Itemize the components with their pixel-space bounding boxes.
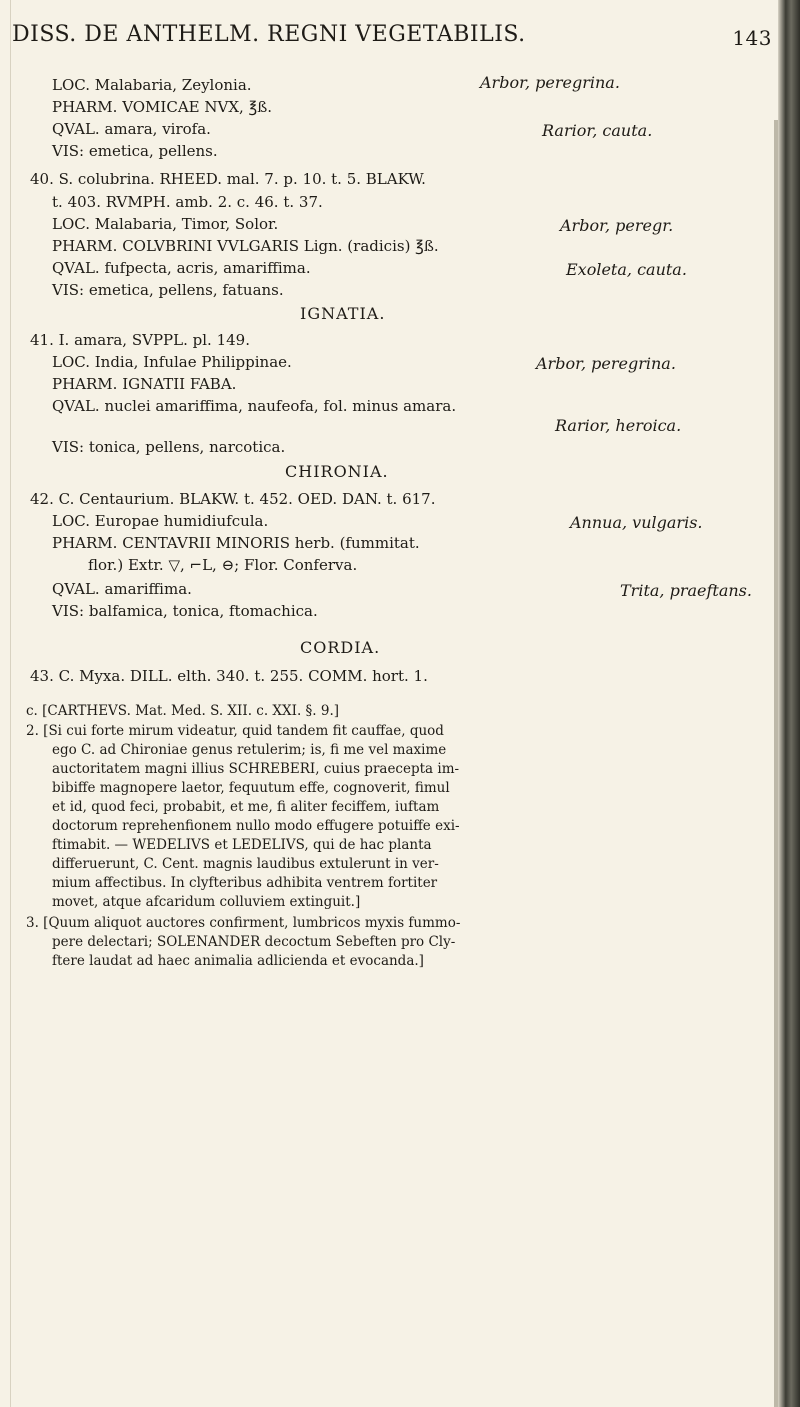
entry-line: QVAL. amariffima. xyxy=(52,580,192,598)
footnote-line: ftimabit. — WEDELIVS et LEDELIVS, qui de hac planta xyxy=(52,837,432,853)
footnote-line: 3. [Quum aliquot auctores confirment, lumbricos myxis fummo- xyxy=(26,915,461,931)
entry-line: 43. C. Myxa. DILL. elth. 340. t. 255. COMM. hort. 1. xyxy=(30,667,428,685)
entry-status: Arbor, peregrina. xyxy=(536,354,676,373)
footnote-line: 2. [Si cui forte mirum videatur, quid tandem fit cauffae, quod xyxy=(26,723,444,739)
entry-status: Rarior, cauta. xyxy=(542,121,653,140)
entry-line: 40. S. colubrina. RHEED. mal. 7. p. 10. t. 5. BLAKW. xyxy=(30,170,426,188)
book-spine-edge xyxy=(778,0,800,1407)
footnote-line: bibiffe magnopere laetor, fequutum effe, cognoverit, fimul xyxy=(52,780,450,796)
page-number: 143 xyxy=(732,26,772,50)
footnote-line: doctorum reprehenfionem nullo modo effugere potuiffe exi- xyxy=(52,818,460,834)
entry-line: PHARM. CENTAVRII MINORIS herb. (fummitat. xyxy=(52,534,420,552)
entry-line: 41. I. amara, SVPPL. pl. 149. xyxy=(30,331,250,349)
footnote-line: differuerunt, C. Cent. magnis laudibus extulerunt in ver- xyxy=(52,856,439,872)
entry-line: VIS: emetica, pellens, fatuans. xyxy=(52,281,284,299)
footnote-line: et id, quod feci, probabit, et me, fi aliter feciffem, iuftam xyxy=(52,799,440,815)
entry-status: Arbor, peregrina. xyxy=(480,73,620,92)
entry-line: PHARM. COLVBRINI VVLGARIS Lign. (radicis) ℥ß. xyxy=(52,237,439,255)
entry-status: Annua, vulgaris. xyxy=(570,513,703,532)
entry-line: PHARM. VOMICAE NVX, ℥ß. xyxy=(52,98,272,116)
entry-line: QVAL. amara, virofa. xyxy=(52,120,211,138)
entry-line: LOC. Europae humidiufcula. xyxy=(52,512,269,530)
footnote-line: auctoritatem magni illius SCHREBERI, cuius praecepta im- xyxy=(52,761,460,777)
entry-line: 42. C. Centaurium. BLAKW. t. 452. OED. DAN. t. 617. xyxy=(30,490,436,508)
entry-status: Rarior, heroica. xyxy=(555,416,682,435)
entry-line: LOC. Malabaria, Zeylonia. xyxy=(52,76,252,94)
entry-line: QVAL. fufpecta, acris, amariffima. xyxy=(52,259,311,277)
entry-line: QVAL. nuclei amariffima, naufeofa, fol. minus amara. xyxy=(52,397,457,415)
genus-heading: IGNATIA. xyxy=(300,304,386,323)
entry-line: flor.) Extr. ▽, ⌐L, ⊖; Flor. Conferva. xyxy=(88,556,358,574)
entry-line: VIS: balfamica, tonica, ftomachica. xyxy=(52,602,318,620)
genus-heading: CORDIA. xyxy=(300,638,381,657)
entry-line: VIS: tonica, pellens, narcotica. xyxy=(52,438,286,456)
genus-heading: CHIRONIA. xyxy=(285,462,389,481)
footnote-line: mium affectibus. In clyfteribus adhibita ventrem fortiter xyxy=(52,875,438,891)
footnote-line: movet, atque afcaridum colluviem extinguit.] xyxy=(52,894,361,910)
entry-line: VIS: emetica, pellens. xyxy=(52,142,218,160)
running-header xyxy=(12,14,772,54)
footnote-line: ftere laudat ad haec animalia adlicienda et evocanda.] xyxy=(52,953,424,969)
margin-fold xyxy=(10,0,11,1407)
entry-line: t. 403. RVMPH. amb. 2. c. 46. t. 37. xyxy=(52,193,323,211)
entry-line: LOC. India, Infulae Philippinae. xyxy=(52,353,292,371)
entry-status: Trita, praeftans. xyxy=(620,581,752,600)
footnote-line: pere delectari; SOLENANDER decoctum Sebeften pro Cly- xyxy=(52,934,456,950)
running-title: DISS. DE ANTHELM. REGNI VEGETABILIS. xyxy=(12,22,526,47)
entry-line: LOC. Malabaria, Timor, Solor. xyxy=(52,215,279,233)
entry-status: Exoleta, cauta. xyxy=(566,260,687,279)
entry-status: Arbor, peregr. xyxy=(560,216,674,235)
footnote-line: ego C. ad Chironiae genus retulerim; is, fi me vel maxime xyxy=(52,742,447,758)
footnote-line: c. [CARTHEVS. Mat. Med. S. XII. c. XXI. §. 9.] xyxy=(26,703,340,719)
entry-line: PHARM. IGNATII FABA. xyxy=(52,375,237,393)
